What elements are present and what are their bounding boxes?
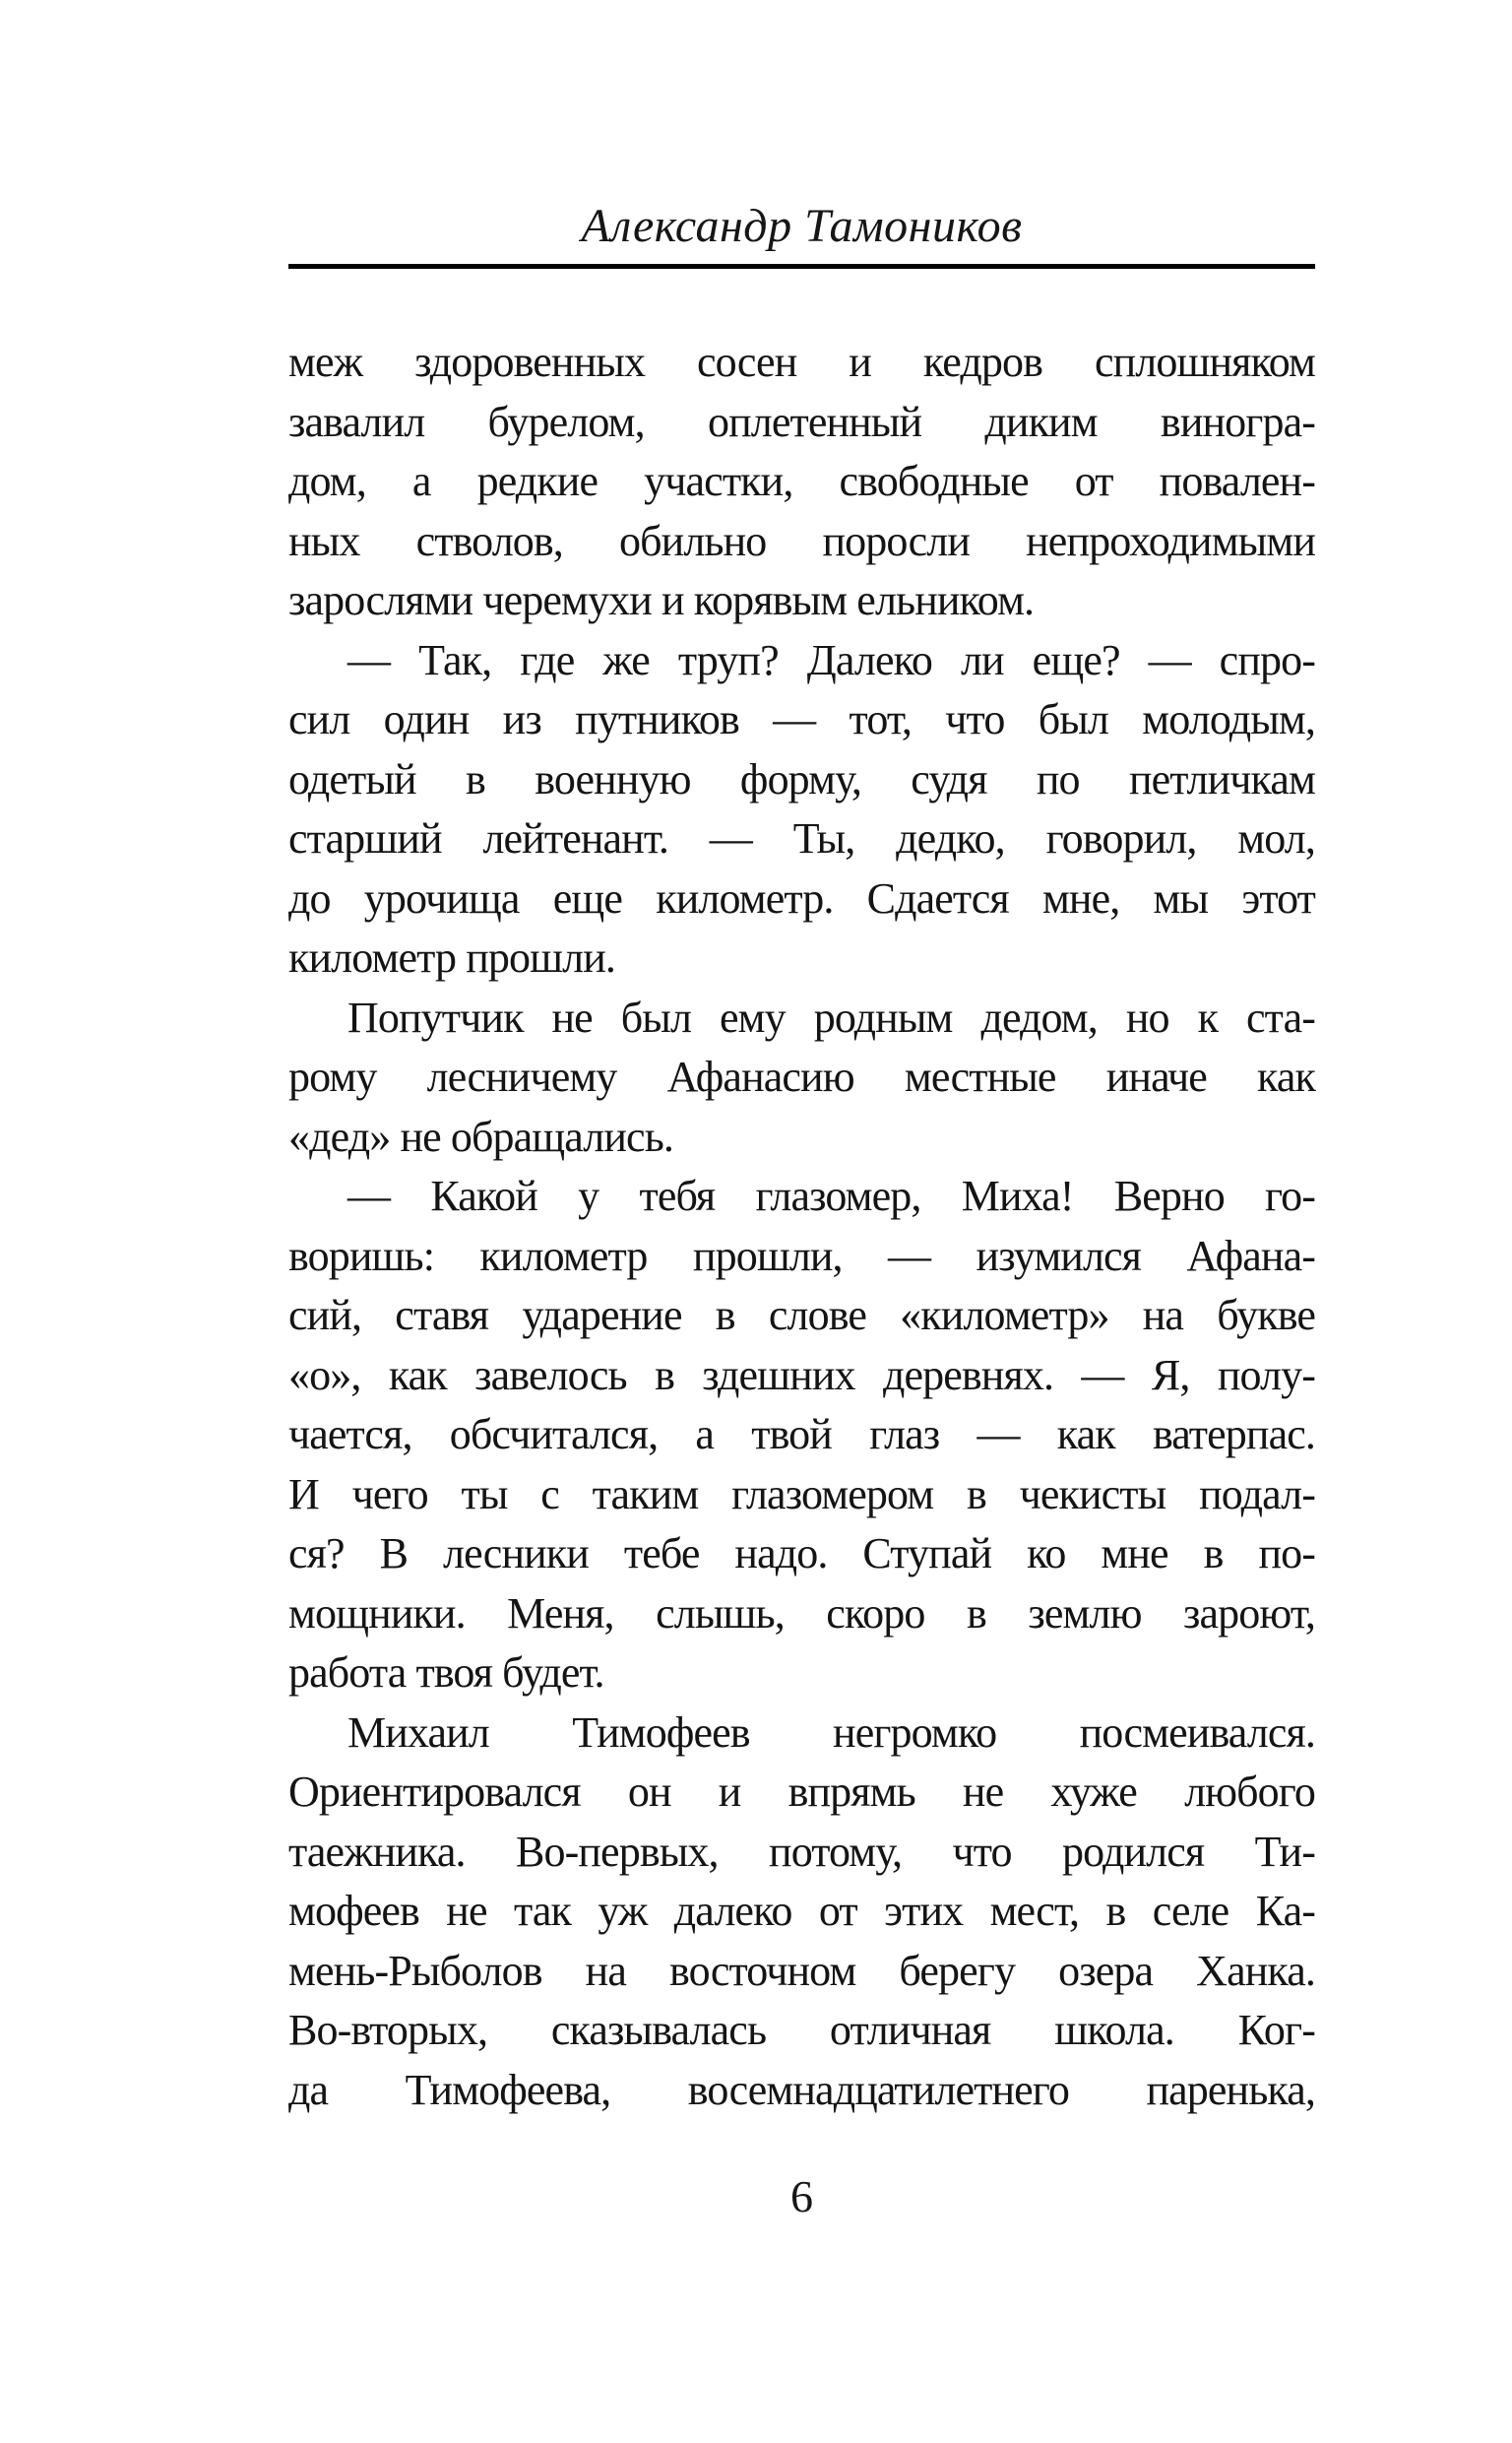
text-line: старший лейтенант. — Ты, дедко, говорил, мол, xyxy=(288,814,1315,863)
text-line: Ориентировался он и впрямь не хуже любого xyxy=(288,1768,1315,1816)
text-line: рому лесничему Афанасию местные иначе как xyxy=(288,1053,1315,1101)
text-line: до урочища еще километр. Сдается мне, мы этот xyxy=(288,873,1315,923)
text-line: Во-вторых, сказывалась отличная школа. Ког- xyxy=(288,2006,1315,2054)
text-line: «о», как завелось в здешних деревнях. — Я, полу- xyxy=(288,1350,1315,1399)
text-line: Михаил Тимофеев негромко посмеивался. xyxy=(347,1707,1315,1757)
text-line: чается, обсчитался, а твой глаз — как ватерпас. xyxy=(288,1410,1315,1458)
running-header-author: Александр Тамоников xyxy=(581,200,1023,252)
text-line: мощники. Меня, слышь, скоро в землю зароют, xyxy=(288,1588,1315,1638)
text-line: да Тимофеева, восемнадцатилетнего паренька, xyxy=(288,2065,1315,2114)
page-number: 6 xyxy=(790,2171,813,2221)
text-line: воришь: километр прошли, — изумился Афана- xyxy=(288,1231,1315,1280)
text-line: таежника. Во-первых, потому, что родился Ти- xyxy=(288,1827,1315,1876)
text-line: одетый в военную форму, судя по петличкам xyxy=(288,754,1315,804)
text-line: мень-Рыболов на восточном берегу озера Ханка. xyxy=(288,1946,1315,1995)
body-text xyxy=(288,333,1315,2120)
text-line: ся? В лесники тебе надо. Ступай ко мне в по- xyxy=(288,1529,1315,1577)
text-line: дом, а редкие участки, свободные от повален- xyxy=(288,457,1315,505)
text-line: километр прошли. xyxy=(288,933,616,982)
text-line: сил один из путников — тот, что был молодым, xyxy=(288,695,1315,743)
text-line: сий, ставя ударение в слове «километр» на букве xyxy=(288,1291,1315,1339)
text-line: мофеев не так уж далеко от этих мест, в селе Ка- xyxy=(288,1887,1315,1935)
text-line: И чего ты с таким глазомером в чекисты подал- xyxy=(288,1469,1315,1518)
text-line: — Какой у тебя глазомер, Миха! Верно го- xyxy=(347,1172,1315,1220)
text-line: работа твоя будет. xyxy=(288,1648,604,1697)
text-line: Попутчик не был ему родным дедом, но к ста- xyxy=(347,993,1315,1042)
text-line: ных стволов, обильно поросли непроходимыми xyxy=(288,516,1315,565)
header-rule xyxy=(288,264,1315,269)
text-line: меж здоровенных сосен и кедров сплошняком xyxy=(288,338,1315,386)
text-line: «дед» не обращались. xyxy=(288,1112,674,1161)
text-line: завалил бурелом, оплетенный диким виногра- xyxy=(288,397,1315,446)
text-line: — Так, где же труп? Далеко ли еще? — спро- xyxy=(347,635,1315,684)
text-line: зарослями черемухи и корявым ельником. xyxy=(288,576,1035,624)
